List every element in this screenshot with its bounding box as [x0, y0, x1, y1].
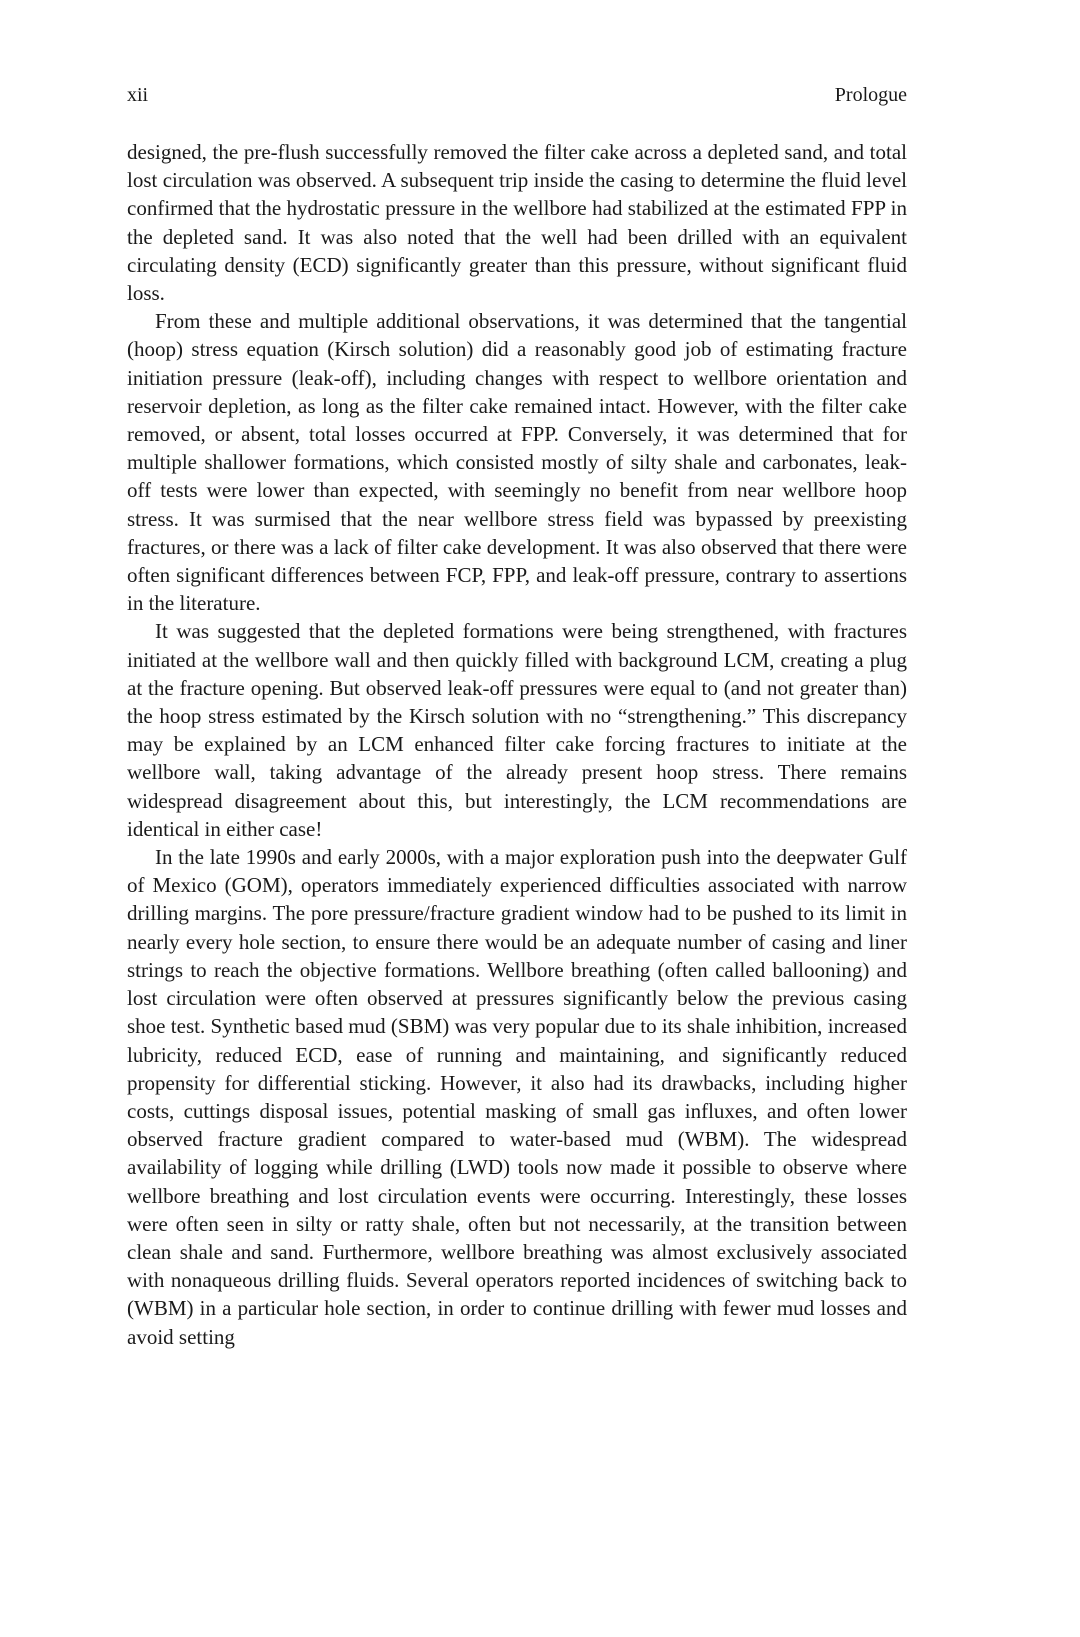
page-header — [127, 82, 907, 108]
running-title: Prologue — [834, 84, 907, 106]
paragraph: From these and multiple additional observations, it was determined that the tangential (hoop) stress equation (Kirsch solution) did a reasonably good job of estimating fracture initiation pressure (leak-off), including changes with respect to wellbore orientation and reservoir depletion, as long as the filter cake remained intact. However, with the filter cake removed, or absent, total losses occurred at FPP. Conversely, it was determined that for multiple shallower formations, which consisted mostly of silty shale and carbonates, leak-off tests were lower than expected, with seemingly no benefit from near wellbore hoop stress. It was surmised that the near wellbore stress field was bypassed by preexisting fractures, or there was a lack of filter cake development. It was also observed that there were often significant differences between FCP, FPP, and leak-off pressure, contrary to assertions in the literature. — [127, 309, 907, 616]
page-number: xii — [127, 84, 149, 106]
paragraph: In the late 1990s and early 2000s, with a major exploration push into the deepwater Gulf of Mexico (GOM), operators immediately experienced difficulties associated with narrow drilling margins. The pore pressure/fracture gradient window had to be pushed to its limit in nearly every hole section, to ensure there would be an adequate number of casing and liner strings to reach the objective formations. Wellbore breathing (often called ballooning) and lost circulation were often observed at pressures significantly below the previous casing shoe test. Synthetic based mud (SBM) was very popular due to its shale inhibition, increased lubricity, reduced ECD, ease of running and maintaining, and significantly reduced propensity for differential sticking. However, it also had its drawbacks, including higher costs, cuttings disposal issues, potential masking of small gas influxes, and often lower observed fracture gradient compared to water-based mud (WBM). The widespread availability of logging while drilling (LWD) tools now made it possible to observe where wellbore breathing and lost circulation events were occurring. Interestingly, these losses were often seen in silty or ratty shale, often but not necessarily, at the transition between clean shale and sand. Furthermore, wellbore breathing was almost exclusively associated with nonaqueous drilling fluids. Several operators reported incidences of switching back to (WBM) in a particular hole section, in order to continue drilling with fewer mud losses and avoid setting — [127, 845, 907, 1349]
paragraph-continued: designed, the pre-flush successfully removed the filter cake across a depleted sand, and total lost circulation was observed. A subsequent trip inside the casing to determine the fluid level confirmed that the hydrostatic pressure in the wellbore had stabilized at the estimated FPP in the depleted sand. It was also noted that the well had been drilled with an equivalent circulating density (ECD) significantly greater than this pressure, without significant fluid loss. — [127, 140, 907, 306]
paragraph: It was suggested that the depleted formations were being strengthened, with fractures initiated at the wellbore wall and then quickly filled with background LCM, creating a plug at the fracture opening. But observed leak-off pressures were equal to (and not greater than) the hoop stress estimated by the Kirsch solution with no “strengthening.” This discrepancy may be explained by an LCM enhanced filter cake forcing fractures to initiate at the wellbore wall, taking advantage of the already present hoop stress. There remains widespread disagreement about this, but interestingly, the LCM recommendations are identical in either case! — [127, 619, 907, 841]
body-text — [127, 138, 907, 1351]
